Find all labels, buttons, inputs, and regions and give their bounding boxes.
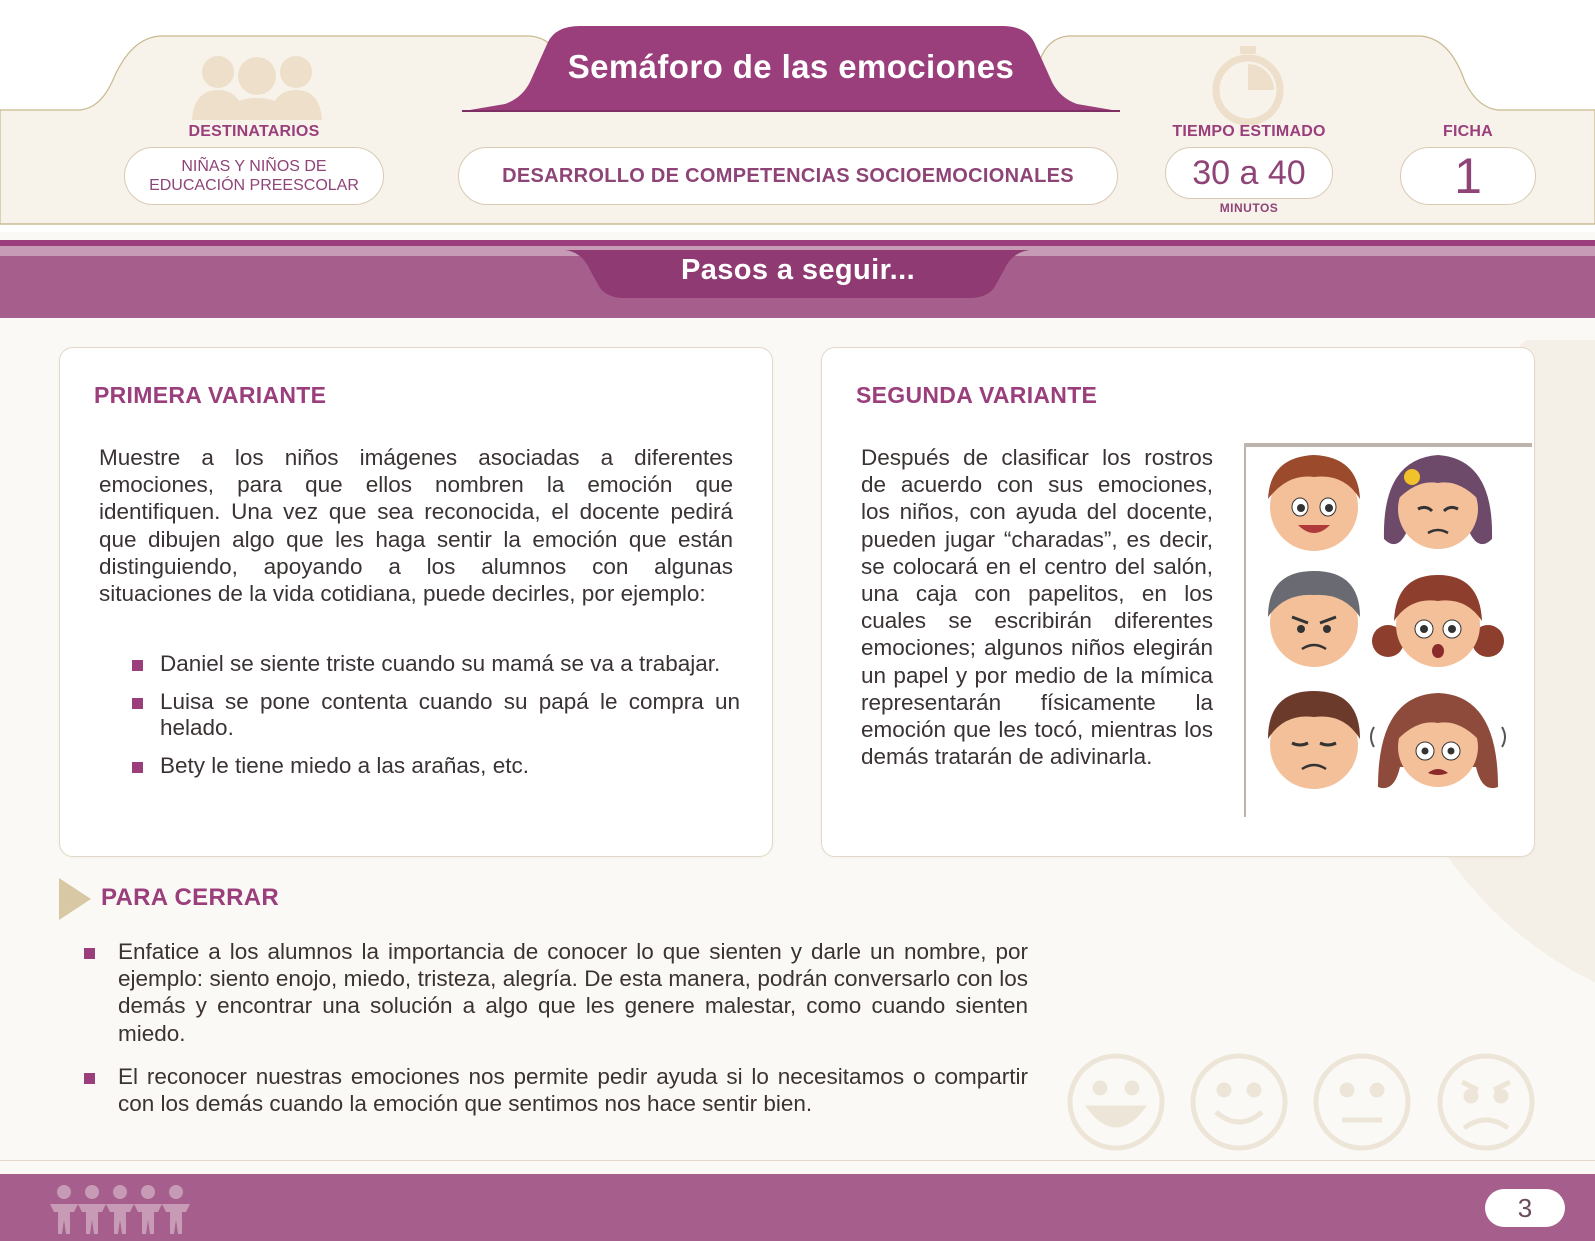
emotion-faces-decoration [1064, 1050, 1544, 1154]
triangle-marker-icon [59, 878, 91, 920]
time-unit: MINUTOS [1219, 201, 1279, 215]
list-item [130, 689, 740, 741]
examples-list [130, 651, 740, 791]
stopwatch-icon [1208, 44, 1288, 128]
neutral-face-icon [1316, 1056, 1408, 1148]
para-cerrar-list [82, 938, 1028, 1133]
laughing-face-icon [1070, 1056, 1162, 1148]
para-cerrar-heading: PARA CERRAR [101, 884, 279, 911]
segunda-variante-heading: SEGUNDA VARIANTE [856, 382, 1098, 408]
example-text: Bety le tiene miedo a las arañas, etc. [160, 753, 529, 778]
time-value: 30 a 40 [1165, 147, 1333, 199]
primera-variante-heading: PRIMERA VARIANTE [94, 382, 327, 408]
ficha-value: 1 [1400, 147, 1536, 205]
recipients-line-1: NIÑAS Y NIÑOS DE [181, 158, 327, 175]
recipients-line-2: EDUCACIÓN PREESCOLAR [149, 177, 359, 194]
ficha-label: FICHA [1443, 123, 1493, 140]
list-item [82, 1063, 1028, 1117]
closing-text: Enfatice a los alumnos la importancia de conocer lo que sienten y darle un nombre, por ejemplo: siento enojo, miedo, tristeza, alegría. De esta manera, podrán conversarlo con los demás y encontrar una solución a algo que les genere malestar, como cuando sienten miedo. [118, 939, 1028, 1046]
segunda-variante-text: Después de clasificar los rostros de acuerdo con sus emociones, los niños, con ayuda del docente, pueden jugar “charadas”, es decir, se colocará en el centro del salón, una caja con papelitos, en los cuales se escribirán diferentes emociones; algunos niños elegirán un papel y por medio de la mímica representarán físicamente la emoción que les tocó, mientras los demás tratarán de adivinarla. [861, 445, 1213, 770]
footer-bar [0, 1174, 1595, 1241]
children-emotion-faces-illustration [1244, 443, 1532, 817]
list-item [130, 753, 740, 779]
people-group-icon [190, 50, 326, 120]
primera-variante-text: Muestre a los niños imágenes asociadas a diferentes emociones, para que ellos nombren la emoción que identifiquen. Una vez que sea reconocida, el docente pedirá que dibujen algo que les haga sentir la emoción que están distinguiendo, apoyando a los alumnos con algunas situaciones de la vida cotidiana, puede decirles, por ejemplo: [99, 445, 733, 607]
bullet-square-icon [132, 660, 143, 671]
recipients-label: DESTINATARIOS [188, 123, 320, 140]
time-label: TIEMPO ESTIMADO [1172, 123, 1326, 140]
angry-face-icon [1440, 1056, 1532, 1148]
page-title: Semáforo de las emociones [567, 48, 1015, 85]
example-text: Daniel se siente triste cuando su mamá se va a trabajar. [160, 651, 721, 676]
smiling-face-icon [1193, 1056, 1285, 1148]
paper-chain-people-icon [50, 1184, 192, 1234]
banner-title: Pasos a seguir... [680, 254, 916, 286]
bullet-square-icon [84, 1073, 95, 1084]
bullet-square-icon [132, 762, 143, 773]
list-item [82, 938, 1028, 1047]
page-number: 3 [1485, 1189, 1565, 1227]
area-badge: DESARROLLO DE COMPETENCIAS SOCIOEMOCIONALES [458, 147, 1118, 205]
example-text: Luisa se pone contenta cuando su papá le compra un helado. [160, 689, 740, 740]
primera-variante-card [59, 347, 773, 857]
footer-divider [0, 1160, 1595, 1161]
recipients-value [124, 147, 384, 205]
closing-text: El reconocer nuestras emociones nos permite pedir ayuda si lo necesitamos o compartir con los demás cuando la emoción que sentimos nos hace sentir bien. [118, 1063, 1028, 1117]
bullet-square-icon [84, 948, 95, 959]
bullet-square-icon [132, 698, 143, 709]
list-item [130, 651, 740, 677]
